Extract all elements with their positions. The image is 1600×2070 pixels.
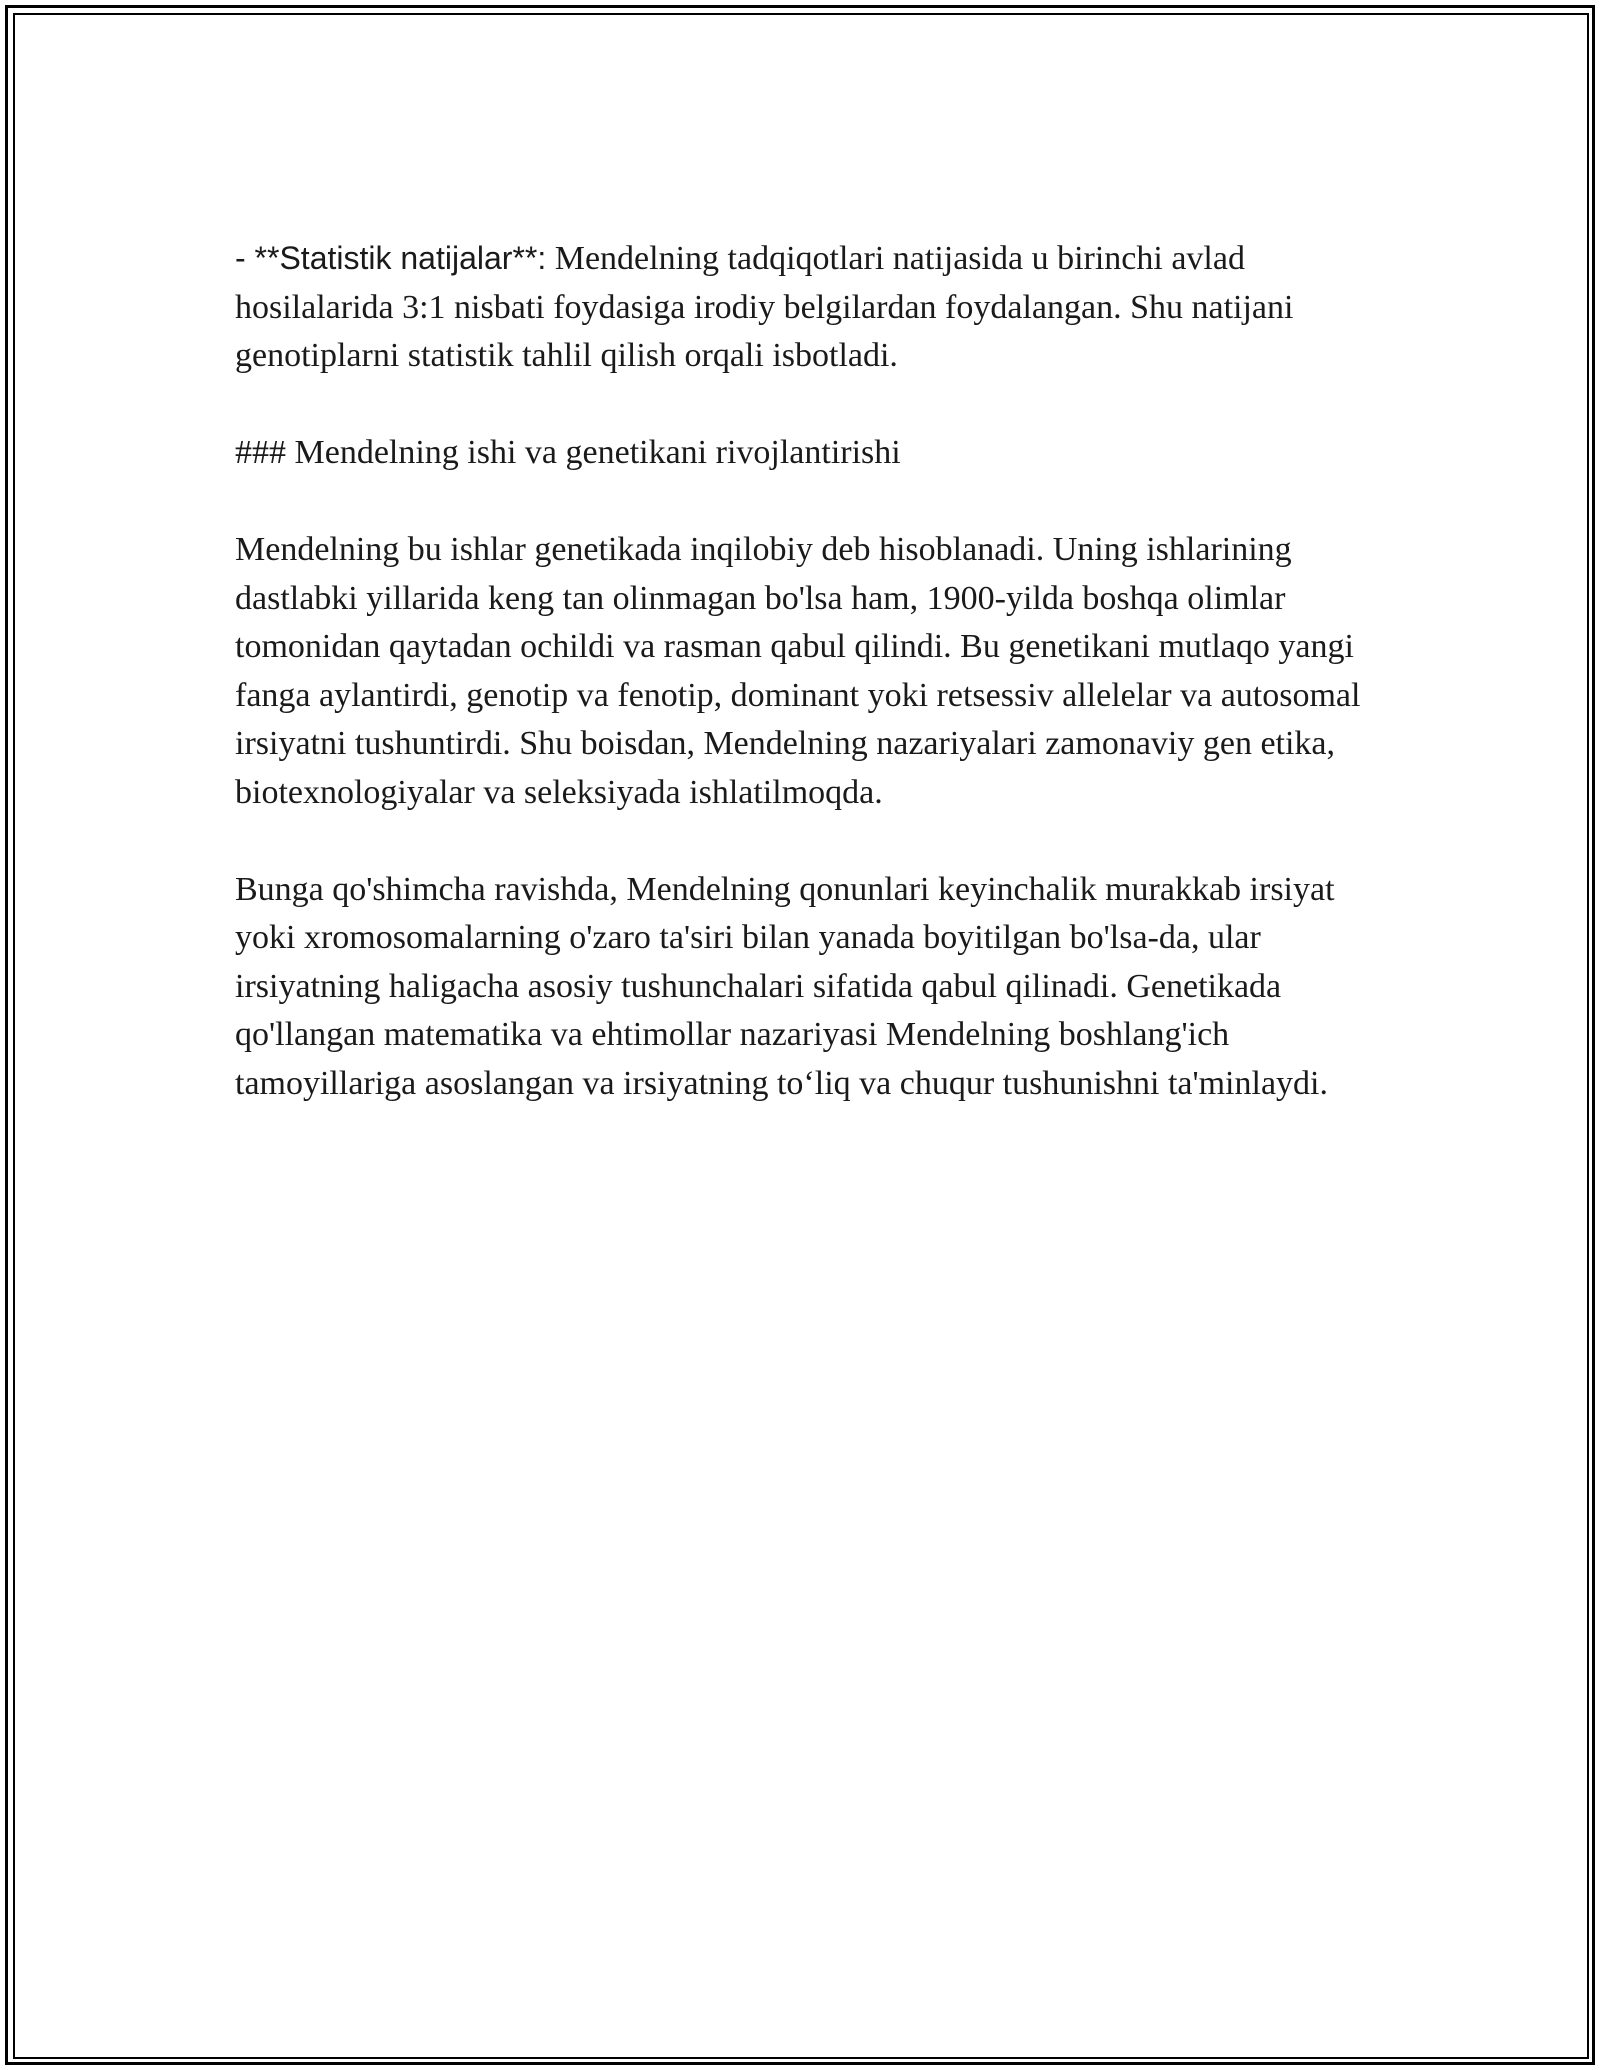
paragraph-1: Mendelning bu ishlar genetikada inqilobiy deb hisoblanadi. Uning ishlarining dastlabki yillarida keng tan olinmagan bo'lsa ham, 1900-yilda boshqa olimlar tomonidan qaytadan ochildi va rasman qabul qilindi. Bu genetikani mutlaqo yangi fanga aylantirdi, genotip va fenotip, dominant yoki retsessiv allelelar va autosomal irsiyatni tushuntirdi. Shu boisdan, Mendelning nazariyalari zamonaviy gen etika, biotexnologiyalar va seleksiyada ishlatilmoqda. [235, 531, 1361, 811]
bullet-text: Mendelning tadqiqotlari natijasida u birinchi avlad hosilalarida 3:1 nisbati foydasiga irodiy belgilardan foydalangan. Shu natijani genotiplarni statistik tahlil qilish orqali isbotladi. [235, 240, 1294, 374]
bullet-label: - **Statistik natijalar**: [235, 240, 547, 276]
bullet-paragraph [235, 234, 1375, 381]
paragraph-2: Bunga qo'shimcha ravishda, Mendelning qonunlari keyinchalik murakkab irsiyat yoki xromosomalarning o'zaro ta'siri bilan yanada boyitilgan bo'lsa-da, ular irsiyatning haligacha asosiy tushunchalari sifatida qabul qilinadi. Genetikada qo'llangan matematika va ehtimollar nazariyasi Mendelning boshlang'ich tamoyillariga asoslangan va irsiyatning to‘liq va chuqur tushunishni ta'minlaydi. [235, 870, 1335, 1102]
document-body [235, 234, 1375, 1108]
section-heading: ### Mendelning ishi va genetikani rivojlantirishi [235, 434, 901, 471]
